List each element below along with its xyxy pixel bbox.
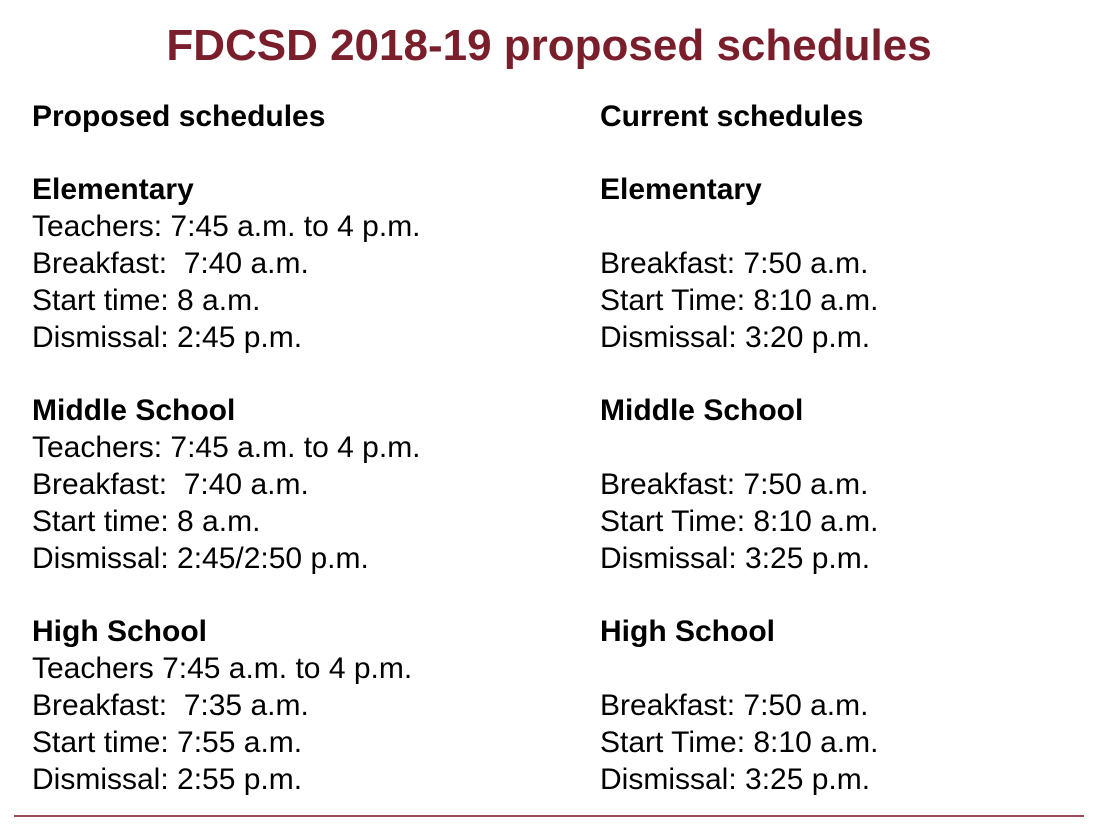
- current-middle-school-breakfast: Breakfast: 7:50 a.m.: [600, 468, 869, 501]
- proposed-middle-school-heading: Middle School: [32, 394, 236, 427]
- proposed-middle-school-breakfast: Breakfast: 7:40 a.m.: [32, 468, 309, 501]
- proposed-elementary-breakfast: Breakfast: 7:40 a.m.: [32, 247, 309, 280]
- proposed-high-school-heading: High School: [32, 615, 207, 648]
- bottom-divider: [14, 815, 1084, 817]
- proposed-high-school-section: [32, 613, 572, 798]
- proposed-high-school-teachers: Teachers 7:45 a.m. to 4 p.m.: [32, 652, 413, 685]
- proposed-elementary-dismissal: Dismissal: 2:45 p.m.: [32, 321, 303, 354]
- current-elementary-dismissal: Dismissal: 3:20 p.m.: [600, 321, 871, 354]
- current-middle-school-dismissal: Dismissal: 3:25 p.m.: [600, 542, 871, 575]
- proposed-schedules-column: [32, 97, 572, 798]
- current-elementary-section: [600, 171, 1080, 356]
- current-middle-school-heading: Middle School: [600, 394, 804, 427]
- proposed-middle-school-dismissal: Dismissal: 2:45/2:50 p.m.: [32, 542, 369, 575]
- current-elementary-start-time: Start Time: 8:10 a.m.: [600, 284, 879, 317]
- current-high-school-section: [600, 613, 1080, 798]
- page-title: FDCSD 2018-19 proposed schedules: [166, 21, 932, 70]
- current-elementary-breakfast: Breakfast: 7:50 a.m.: [600, 247, 869, 280]
- current-schedules-heading: Current schedules: [600, 100, 864, 133]
- proposed-middle-school-teachers: Teachers: 7:45 a.m. to 4 p.m.: [32, 431, 421, 464]
- current-high-school-start-time: Start Time: 8:10 a.m.: [600, 726, 879, 759]
- proposed-high-school-breakfast: Breakfast: 7:35 a.m.: [32, 689, 309, 722]
- proposed-schedules-heading: Proposed schedules: [32, 100, 326, 133]
- proposed-elementary-heading: Elementary: [32, 173, 194, 206]
- current-high-school-breakfast: Breakfast: 7:50 a.m.: [600, 689, 869, 722]
- proposed-middle-school-start-time: Start time: 8 a.m.: [32, 505, 261, 538]
- proposed-elementary-start-time: Start time: 8 a.m.: [32, 284, 261, 317]
- current-high-school-heading: High School: [600, 615, 775, 648]
- current-schedules-column: [600, 97, 1080, 798]
- proposed-middle-school-section: [32, 392, 572, 577]
- current-middle-school-start-time: Start Time: 8:10 a.m.: [600, 505, 879, 538]
- current-high-school-dismissal: Dismissal: 3:25 p.m.: [600, 763, 871, 796]
- current-elementary-heading: Elementary: [600, 173, 762, 206]
- proposed-high-school-dismissal: Dismissal: 2:55 p.m.: [32, 763, 303, 796]
- current-middle-school-section: [600, 392, 1080, 577]
- proposed-high-school-start-time: Start time: 7:55 a.m.: [32, 726, 303, 759]
- proposed-elementary-teachers: Teachers: 7:45 a.m. to 4 p.m.: [32, 210, 421, 243]
- proposed-elementary-section: [32, 171, 572, 356]
